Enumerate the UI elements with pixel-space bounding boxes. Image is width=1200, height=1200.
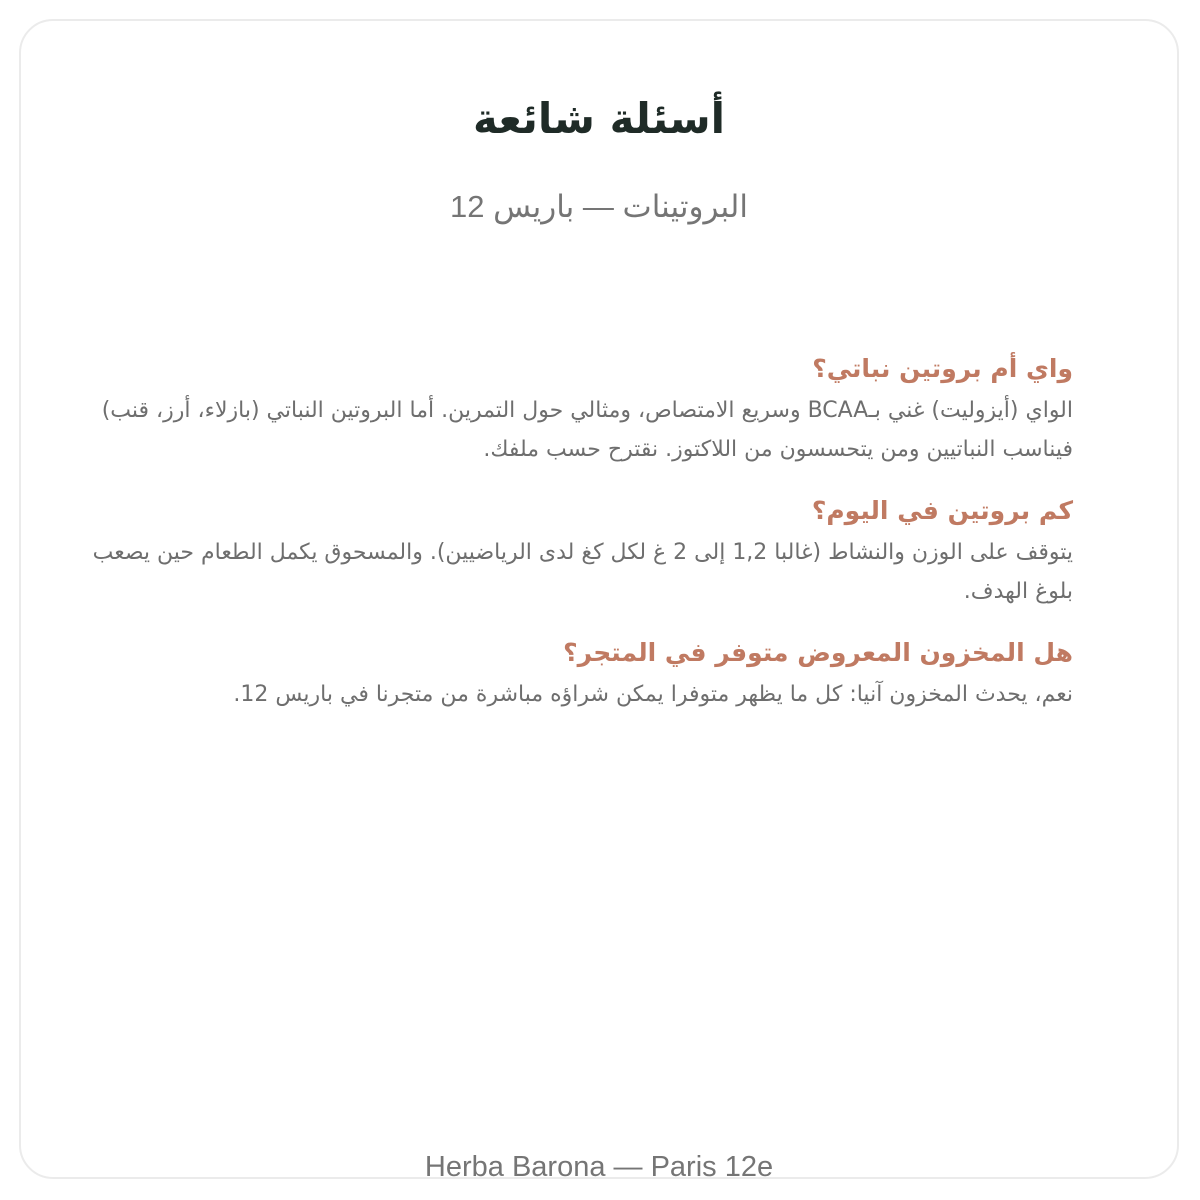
faq-question: كم بروتين في اليوم؟ — [811, 496, 1073, 525]
faq-item-whey-vs-vegan — [91, 351, 1073, 469]
faq-list — [91, 351, 1073, 738]
faq-answer: الواي (أيزوليت) غني بـBCAA وسريع الامتصاص، ومثالي حول التمرين. أما البروتين النباتي (بازلاء، أرز، قنب) فيناسب النباتيين ومن يتحسسون من اللاكتوز. نقترح حسب ملفك. — [101, 398, 1073, 462]
faq-item-stock-availability — [91, 635, 1073, 714]
faq-answer: نعم، يحدث المخزون آنيا: كل ما يظهر متوفرا يمكن شراؤه مباشرة من متجرنا في باريس 12. — [233, 682, 1073, 707]
footer-store-name: Herba Barona — Paris 12e — [424, 1151, 774, 1183]
page-title: أسئلة شائعة — [472, 94, 726, 143]
faq-question: واي أم بروتين نباتي؟ — [812, 354, 1073, 383]
page-subtitle: البروتينات — باريس 12 — [450, 189, 748, 224]
faq-question: هل المخزون المعروض متوفر في المتجر؟ — [563, 638, 1073, 667]
faq-item-daily-protein — [91, 493, 1073, 611]
faq-card — [19, 19, 1179, 1183]
faq-answer: يتوقف على الوزن والنشاط (غالبا 1,2 إلى 2 غ لكل كغ لدى الرياضيين). والمسحوق يكمل الطعام حين يصعب بلوغ الهدف. — [92, 540, 1073, 604]
